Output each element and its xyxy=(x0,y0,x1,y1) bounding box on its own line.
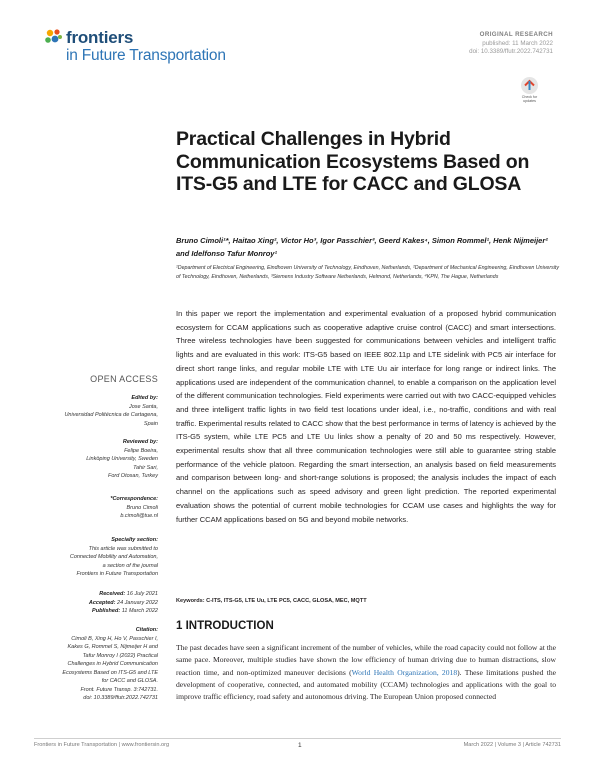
reviewer-line: Linköping University, Sweden xyxy=(86,456,158,462)
specialty-line: This article was submitted to xyxy=(88,545,158,552)
open-access-label: OPEN ACCESS xyxy=(90,374,158,384)
specialty-line: Connected Mobility and Automation, xyxy=(69,554,158,560)
date-published: Published: 11 March 2022 xyxy=(92,608,158,614)
reviewer-line: Tahir Sari, xyxy=(133,464,158,471)
frontiers-logo-icon xyxy=(44,28,64,48)
footer-divider xyxy=(34,738,561,739)
editor-line: Jose Santa, xyxy=(128,403,158,410)
citation-doi[interactable]: doi: 10.3389/ffutr.2022.742731 xyxy=(83,695,158,701)
article-type: ORIGINAL RESEARCH xyxy=(479,31,553,38)
correspondence-name: Bruno Cimoli xyxy=(126,504,158,511)
check-for-updates-button[interactable] xyxy=(516,77,543,107)
reviewed-by-heading: Reviewed by: xyxy=(122,439,158,445)
edited-by-block xyxy=(18,394,158,428)
affiliations: ¹Department of Electrical Engineering, Eindhoven University of Technology, Eindhoven, Netherlands, ²Department of Mechanical Engineering, Eindhoven University of Technology, Eindhoven, Netherlands, ³Siemens Industry Software Netherlands, Helmond, Netherlands, ⁴KPN, The Hague, Netherlands xyxy=(176,265,560,280)
reviewer-line: Felipe Boeira, xyxy=(124,447,158,454)
edited-by-heading: Edited by: xyxy=(131,395,158,401)
page-number: 1 xyxy=(298,742,302,749)
citation-line: Cimoli B, Xing H, Ho V, Passchier I, xyxy=(71,635,158,642)
citation-line: Tafur Monroy I (2022) Practical xyxy=(82,652,158,659)
citation-line: Front. Future Transp. 3:742731. xyxy=(80,686,158,693)
editor-line: Universidad Politécnica de Cartagena, xyxy=(64,412,158,418)
dates-block xyxy=(18,590,158,616)
citation-link[interactable]: World Health Organization, 2018 xyxy=(351,667,458,677)
reviewer-line: Ford Otosan, Turkey xyxy=(107,473,158,479)
introduction-paragraph xyxy=(176,642,556,703)
keywords: Keywords: C-ITS, ITS-G5, LTE Uu, LTE PC5, CACC, GLOSA, MEC, MQTT xyxy=(176,598,367,604)
article-title: Practical Challenges in Hybrid Communication Ecosystems Based on ITS-G5 and LTE for CACC and GLOSA xyxy=(176,128,530,196)
footer-journal-link[interactable]: Frontiers in Future Transportation | www.frontiersin.org xyxy=(34,742,170,748)
journal-name: in Future Transportation xyxy=(66,47,226,64)
correspondence-block xyxy=(18,495,158,521)
footer-issue-info: March 2022 | Volume 3 | Article 742731 xyxy=(463,742,561,748)
correspondence-heading: *Correspondence: xyxy=(110,496,158,502)
citation-heading: Citation: xyxy=(135,627,158,633)
specialty-section-block xyxy=(18,536,158,579)
brand-name: frontiers xyxy=(66,28,134,47)
doi-link[interactable]: doi: 10.3389/ffutr.2022.742731 xyxy=(469,48,553,55)
section-heading-introduction: 1 INTRODUCTION xyxy=(176,620,274,632)
published-date: published: 11 March 2022 xyxy=(482,39,553,47)
page-footer xyxy=(34,742,561,754)
crossmark-label: Check for updates xyxy=(521,95,538,104)
journal-logo[interactable] xyxy=(44,26,244,66)
crossmark-icon xyxy=(521,77,538,94)
date-received: Received: 16 July 2021 xyxy=(99,591,158,597)
date-accepted: Accepted: 24 January 2022 xyxy=(88,599,158,606)
citation-line: for CACC and GLOSA. xyxy=(101,678,158,684)
author-list[interactable]: Bruno Cimoli¹*, Haitao Xing², Victor Ho³, Igor Passchier³, Geerd Kakes⁴, Simon Rommel¹, Henk Nijmeijer² and Idelfonso Tafur Monroy¹ xyxy=(176,236,548,258)
specialty-line: Frontiers in Future Transportation xyxy=(76,571,158,577)
intro-text-after: ). These limitations pushed the development of cooperative, connected, and automated mobility (CCAM) technologies and applications with the goal to improve traffic efficiency, road safety and autonomous driving. The European Union proposed connected xyxy=(176,667,557,702)
abstract: In this paper we report the implementation and experimental evaluation of a proposed hybrid communication ecosystem for CCAM applications such as cooperative adaptive cruise control (CACC) and smart intersections. Three wireless technologies have been suggested for communications between vehicles and intelligent traffic lights and are evaluated in this work: ITS-G5 based on IEEE 802.11p and LTE sidelink with PC5 air interface for direct short range links, and regular mobile LTE with LTE Uu air interface for long range or indirect links. The applications used are independent of the communication channel, to enable a comparison on the application level of the different communication technologies. Field experiments were carried out with two CACC-equipped vehicles and three intelligent traffic lights in two field test locations under ideal, i.e., no-traffic, conditions and with real traffic. Experimental results related to CACC show that the best performance in terms of latency is achieved by the ITS-G5 system, while LTE PC5 and LTE Uu links show a penalty of 20 and 50 ms respectively. However, experimental results show that all three communication technologies were still able to guarantee string stable performance of the vehicle platoon. Regarding the smart intersection, an analysis based on field measurements and comparison between long- and short-range solutions is proposed; the analysis includes the impact of each channel on the applications such as speed advisory and green light prediction. The reported experimental evaluation shows the potential of current mobile technologies for CCAM use cases and highlights the way for further CCAM applications based on 5G and beyond mobile networks. xyxy=(176,309,556,524)
correspondence-email[interactable]: b.cimoli@tue.nl xyxy=(120,513,158,519)
citation-line: Ecosystems Based on ITS-G5 and LTE xyxy=(62,669,158,676)
article-meta xyxy=(469,31,553,55)
citation-block xyxy=(18,626,158,703)
editor-line: Spain xyxy=(143,420,158,427)
reviewed-by-block xyxy=(18,438,158,481)
citation-line: Kakes G, Rommel S, Nijmeijer H and xyxy=(67,644,158,650)
intro-text-before: The past decades have seen a significant increment of the number of vehicles, while the road capacity could not follow at the same pace. Moreover, multiple studies have shown the low efficiency of human driving due to human distractions, slow reaction time, and non-optimized maneuver decisions ( xyxy=(176,643,556,677)
specialty-heading: Specialty section: xyxy=(111,537,158,543)
citation-line: Challenges in Hybrid Communication xyxy=(67,661,158,667)
specialty-line: a section of the journal xyxy=(102,562,158,569)
